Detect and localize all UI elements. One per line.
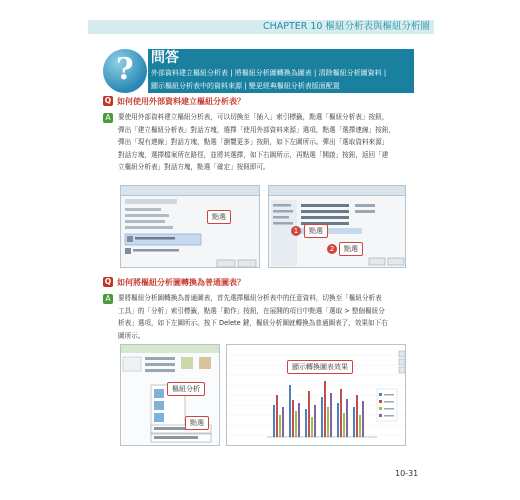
answer-2-line: 工具」的「分析」索引標籤，點選「動作」按鈕，在展開的項目中點選「選取 > 整個樞紐分 — [118, 306, 385, 315]
screenshot-existing-connections — [120, 185, 260, 268]
chapter-title: CHAPTER 10 樞紐分析表與樞紐分析圖 — [262, 21, 430, 32]
dialog-title-bar — [269, 186, 405, 196]
qa-title: 問答 — [151, 50, 179, 66]
question-1 — [103, 96, 245, 107]
question-1-text: 如何使用外部資料建立樞紐分析表？ — [117, 97, 245, 106]
q-icon: Q — [104, 277, 112, 286]
file-dialog-sketch — [269, 196, 406, 268]
answer-1-line: 彈出「現有連線」對話方塊，點選「瀏覽更多」按鈕，如下左圖所示。彈出「選取資料來源」 — [118, 138, 389, 147]
callout-click: 點選 — [185, 416, 209, 430]
dialog-sketch — [121, 196, 260, 268]
answer-2-line: 要將樞紐分析圖轉換為普通圖表，首先選擇樞紐分析表中的任意資料，切換至「樞紐分析表 — [118, 294, 382, 302]
answer-1 — [118, 111, 418, 174]
question-2 — [103, 277, 245, 288]
answer-2 — [118, 292, 418, 342]
callout-click: 點選 — [207, 210, 231, 224]
step-2-badge: 2 — [327, 244, 337, 254]
qa-title-bar — [148, 49, 414, 67]
qa-badge-icon — [103, 49, 147, 93]
q-icon: Q — [104, 96, 112, 105]
answer-1-line: 立樞紐分析表」對話方塊，點選「確定」按鈕即可。 — [118, 163, 270, 172]
screenshot-select-data-source — [268, 185, 406, 268]
answer-1-line: 彈出「建立樞紐分析表」對話方塊，選擇「使用外部資料來源」選項，點選「選擇連線」按鈕， — [118, 125, 395, 134]
callout-click-2: 點選 — [339, 242, 363, 256]
answer-1-line: 要使用外部資料建立樞紐分析表，可以切換至「插入」索引標籤，點選「樞紐分析表」按鈕， — [118, 113, 389, 121]
a-icon: A — [103, 294, 113, 304]
question-mark-glyph: ? — [116, 52, 134, 87]
a-icon: A — [103, 113, 113, 123]
callout-pivot: 樞紐分析 — [167, 382, 205, 396]
qa-topics-line-2: 顯示樞紐分析表中的資料來源 | 變更經典樞紐分析表版面配置 — [151, 81, 340, 90]
question-2-text: 如何將樞紐分析圖轉換為普通圖表？ — [117, 278, 245, 287]
page-number: 10-31 — [395, 469, 419, 478]
step-1-badge: 1 — [291, 226, 301, 236]
qa-topics-line-1: 外部資料建立樞紐分析表 | 將樞紐分析圖轉換為圖表 | 清除樞紐分析圖資料 | — [151, 69, 387, 77]
answer-2-line: 析表」選項，如下左圖所示。按下 Delete 鍵，樞紐分析圖就轉換為普通圖表了，效果如下右 — [118, 319, 388, 328]
callout-converted-chart: 顯示轉換圖表效果 — [287, 360, 353, 374]
callout-click-1: 點選 — [304, 224, 328, 238]
qa-topics — [148, 67, 414, 93]
dialog-title-bar — [121, 186, 259, 196]
answer-1-line: 對話方塊，選擇檔案所在路徑，並將其選擇，如下右圖所示，再點選「開啟」按鈕，返回「建 — [118, 150, 389, 159]
answer-2-line: 圖所示。 — [118, 331, 145, 340]
